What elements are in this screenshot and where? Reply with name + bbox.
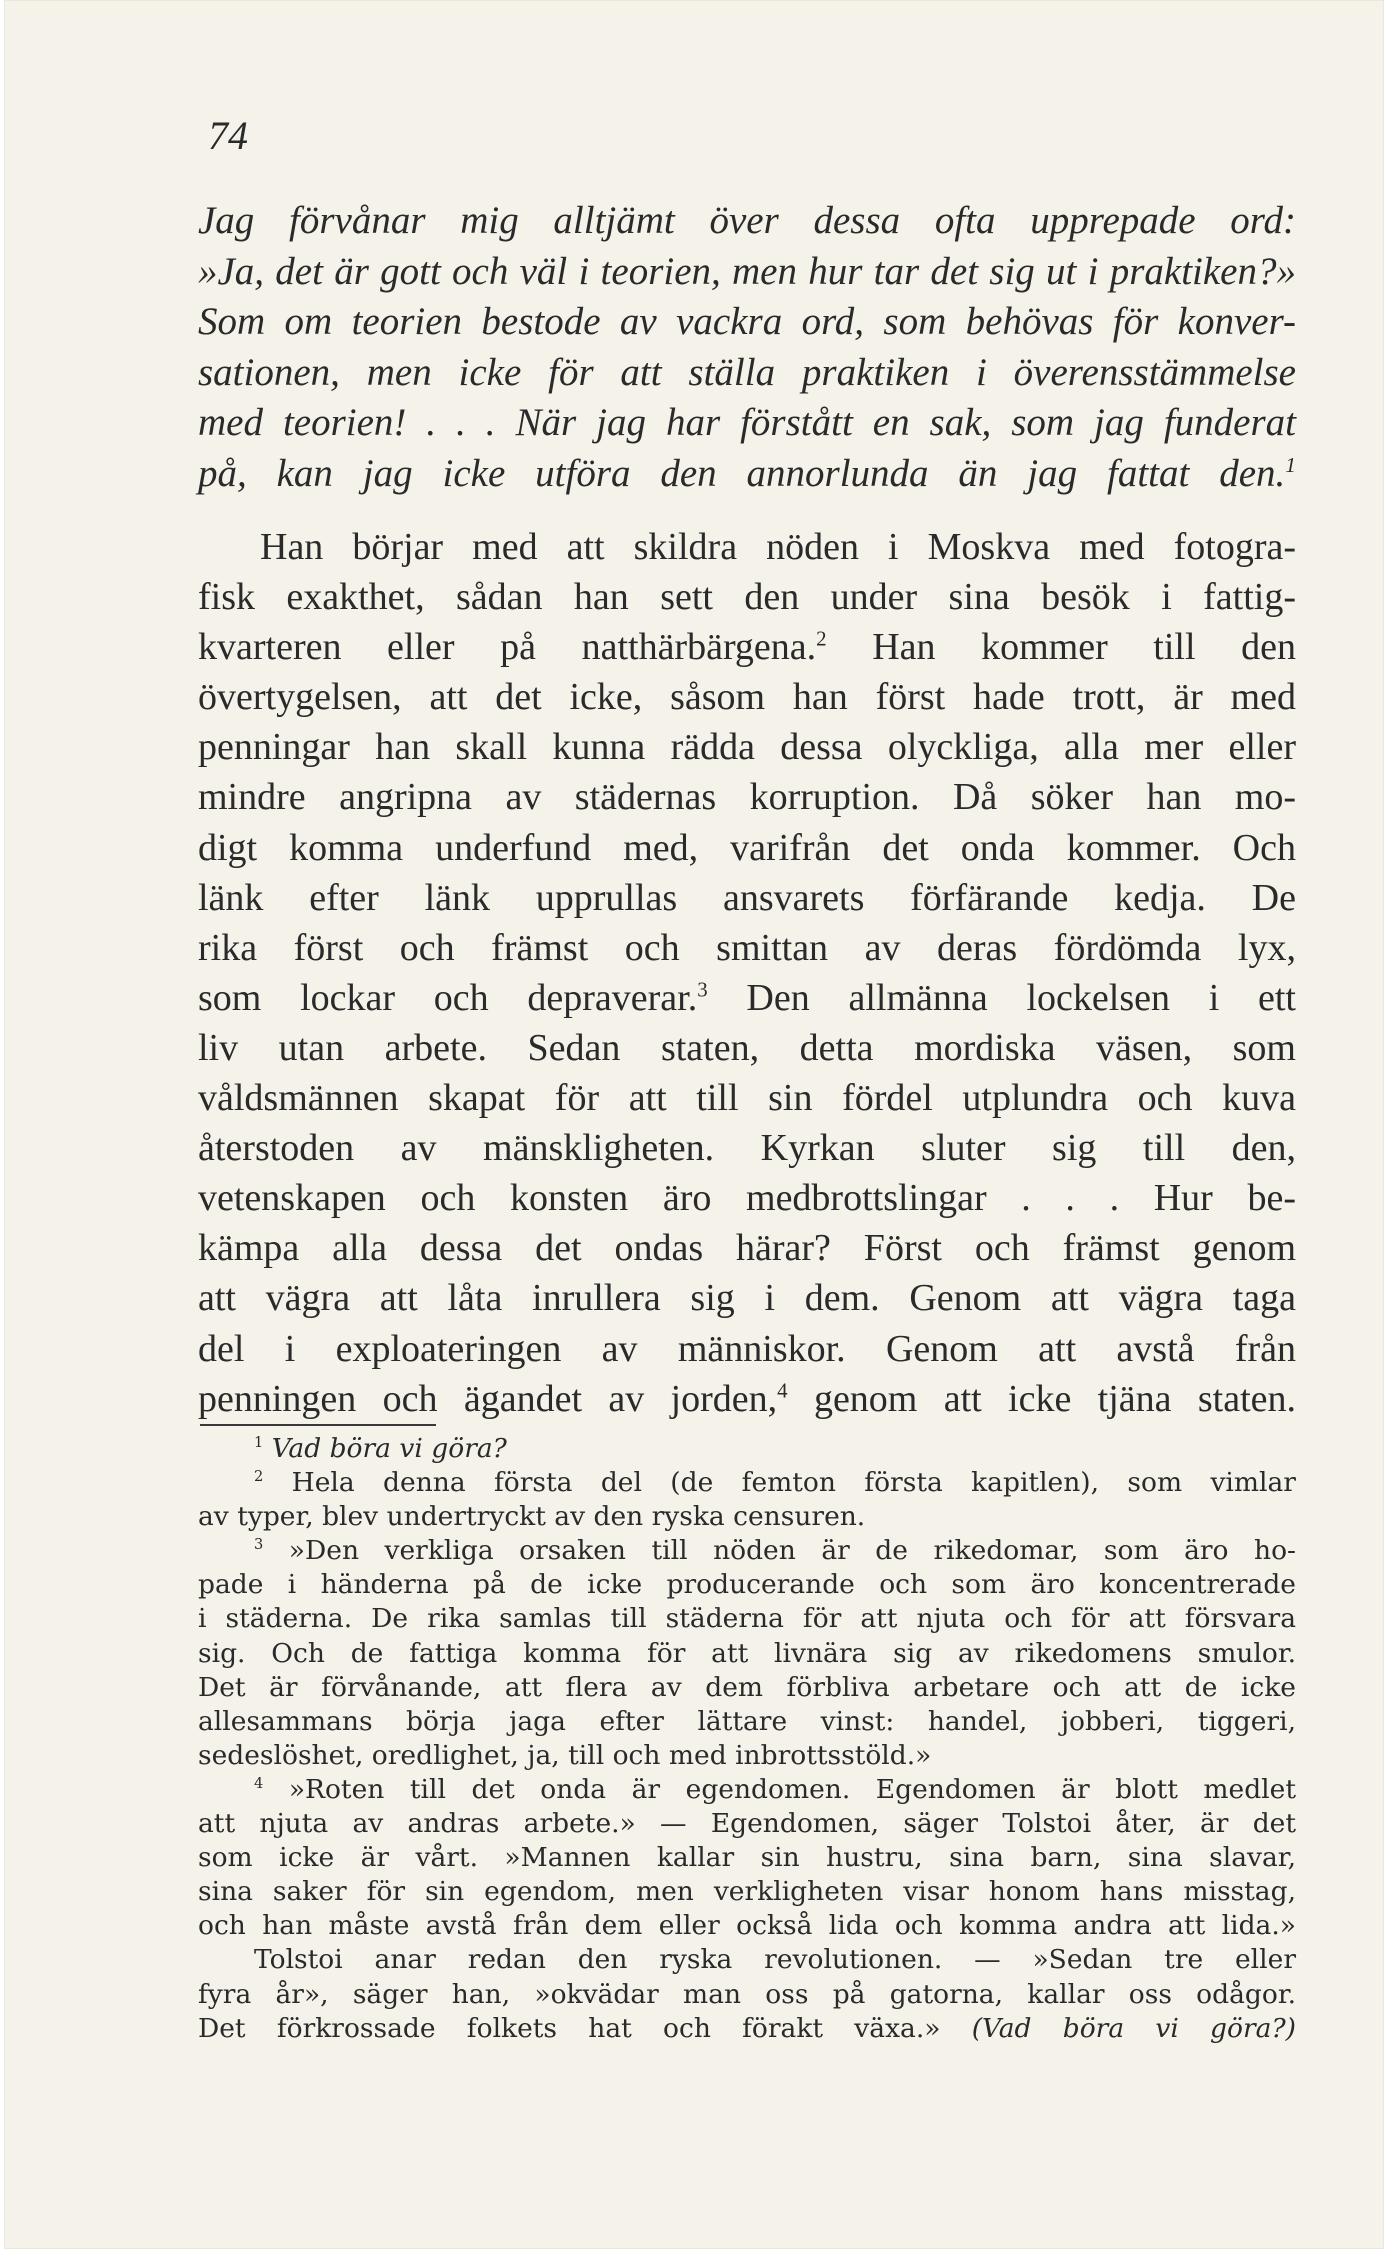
body-line: våldsmännen skapat för att till sin fördel utplundra och kuva <box>198 1077 1296 1120</box>
body-line: mindre angripna av städernas korruption. Då söker han mo- <box>198 776 1296 819</box>
footnote-line: i städerna. De rika samlas till städerna för att njuta och för att försvara <box>198 1603 1296 1635</box>
page-number: 74 <box>208 113 248 158</box>
footnote-mark: 3 <box>254 1536 264 1554</box>
body-line: vetenskapen och konsten äro medbrottslingar . . . Hur be- <box>198 1177 1296 1220</box>
footnote-3 <box>198 1534 1296 1568</box>
body-line: återstoden av mänskligheten. Kyrkan sluter sig till den, <box>198 1127 1296 1170</box>
footnote-line: och han måste avstå från dem eller också lida och komma andra att lida.» <box>198 1910 1296 1942</box>
footnote-ref-1: 1 <box>1285 452 1296 477</box>
footnote-mark: 1 <box>254 1434 264 1452</box>
footnote-line <box>198 2012 1296 2046</box>
footnote-text: Hela denna första del (de femton första kapitlen), som vimlar <box>291 1467 1296 1499</box>
footnote-divider <box>200 1424 436 1426</box>
body-paragraph <box>198 522 1296 1424</box>
body-line-text: som lockar och depraverar. <box>198 976 698 1019</box>
quote-line: sationen, men icke för att ställa praktiken i överensstämmelse <box>198 350 1296 394</box>
footnotes <box>198 1432 1296 2046</box>
footnote-line: Det är förvånande, att flera av dem förbliva arbetare och att de icke <box>198 1671 1296 1703</box>
footnote-4 <box>198 1773 1296 1807</box>
footnote-ref-4: 4 <box>777 1377 788 1402</box>
footnote-line: allesammans börja jaga efter lättare vinst: handel, jobberi, tiggeri, <box>198 1705 1296 1737</box>
quote-line: Jag förvånar mig alltjämt över dessa ofta upprepade ord: <box>198 199 1296 242</box>
body-line <box>198 1374 1296 1424</box>
footnote-line: sig. Och de fattiga komma för att livnära sig av rikedomens smulor. <box>198 1637 1296 1669</box>
footnote-text: »Den verkliga orsaken till nöden är de rikedomar, som äro ho- <box>288 1535 1296 1567</box>
body-line: Han börjar med att skildra nöden i Moskva med fotogra- <box>260 526 1296 568</box>
footnote-text: Vad böra vi göra? <box>271 1433 507 1464</box>
body-line-text: kvarteren eller på natthärbärgena. <box>198 626 817 669</box>
footnote-2 <box>198 1466 1296 1500</box>
footnote-line: fyra år», säger han, »okvädar man oss på gatorna, kallar oss odågor. <box>198 1978 1296 2010</box>
body-line-tail: Den allmänna lockelsen i ett <box>707 976 1296 1019</box>
body-line: liv utan arbete. Sedan staten, detta mordiska väsen, som <box>198 1026 1296 1069</box>
body-line: övertygelsen, att det icke, såsom han först hade trott, är med <box>198 676 1296 719</box>
body-line: penningar han skall kunna rädda dessa olyckliga, alla mer eller <box>198 726 1296 769</box>
body-line-text: penningen och ägandet av jorden, <box>198 1377 778 1420</box>
footnote-line: sedeslöshet, oredlighet, ja, till och med inbrottsstöld.» <box>198 1739 932 1771</box>
body-line: kämpa alla dessa det ondas härar? Först och främst genom <box>198 1227 1296 1270</box>
footnote-ref-2: 2 <box>816 626 827 651</box>
footnote-line: pade i händerna på de icke producerande och som äro koncentrerade <box>198 1569 1296 1601</box>
quote-line: »Ja, det är gott och väl i teorien, men hur tar det sig ut i praktiken?» <box>198 249 1296 293</box>
body-line-tail: Han kommer till den <box>826 626 1296 669</box>
quote-line-text: på, kan jag icke utföra den annorlunda än jag fattat den. <box>198 451 1286 495</box>
body-line: del i exploateringen av människor. Genom att avstå från <box>198 1327 1296 1370</box>
footnote-line: som icke är vårt. »Mannen kallar sin hustru, sina barn, sina slavar, <box>198 1842 1296 1874</box>
body-line: rika först och främst och smittan av deras fördömda lyx, <box>198 926 1296 969</box>
footnote-line: sina saker för sin egendom, men verkligheten visar honom hans misstag, <box>198 1876 1296 1908</box>
footnote-mark: 4 <box>254 1775 264 1793</box>
footnote-mark: 2 <box>254 1468 264 1486</box>
quote-line <box>198 449 1296 500</box>
footnote-line: Tolstoi anar redan den ryska revolutionen. — »Sedan tre eller <box>254 1944 1296 1976</box>
footnote-text: »Roten till det onda är egendomen. Egendomen är blott medlet <box>288 1773 1296 1805</box>
quote-line: med teorien! . . . När jag har förstått en sak, som jag funderat <box>198 401 1296 444</box>
body-line <box>198 622 1296 672</box>
footnote-source: (Vad böra vi göra?) <box>971 2012 1296 2044</box>
body-line: fisk exakthet, sådan han sett den under sina besök i fattig- <box>198 576 1296 619</box>
body-line: länk efter länk upprullas ansvarets förfärande kedja. De <box>198 876 1296 919</box>
footnote-line: av typer, blev undertryckt av den ryska censuren. <box>198 1501 866 1533</box>
book-page <box>4 0 1384 2249</box>
footnote-1 <box>198 1432 1296 1466</box>
epigraph-quote <box>198 196 1296 499</box>
body-line: digt komma underfund med, varifrån det onda kommer. Och <box>198 826 1296 869</box>
footnote-text: Det förkrossade folkets hat och förakt växa.» <box>198 2012 941 2044</box>
body-line: att vägra att låta inrullera sig i dem. Genom att vägra taga <box>198 1277 1296 1320</box>
footnote-ref-3: 3 <box>697 977 708 1002</box>
body-line-tail: genom att icke tjäna staten. <box>787 1377 1296 1420</box>
quote-line: Som om teorien bestode av vackra ord, som behövas för konver- <box>198 300 1296 343</box>
body-line <box>198 973 1296 1023</box>
footnote-line: att njuta av andras arbete.» — Egendomen, säger Tolstoi åter, är det <box>198 1808 1296 1840</box>
